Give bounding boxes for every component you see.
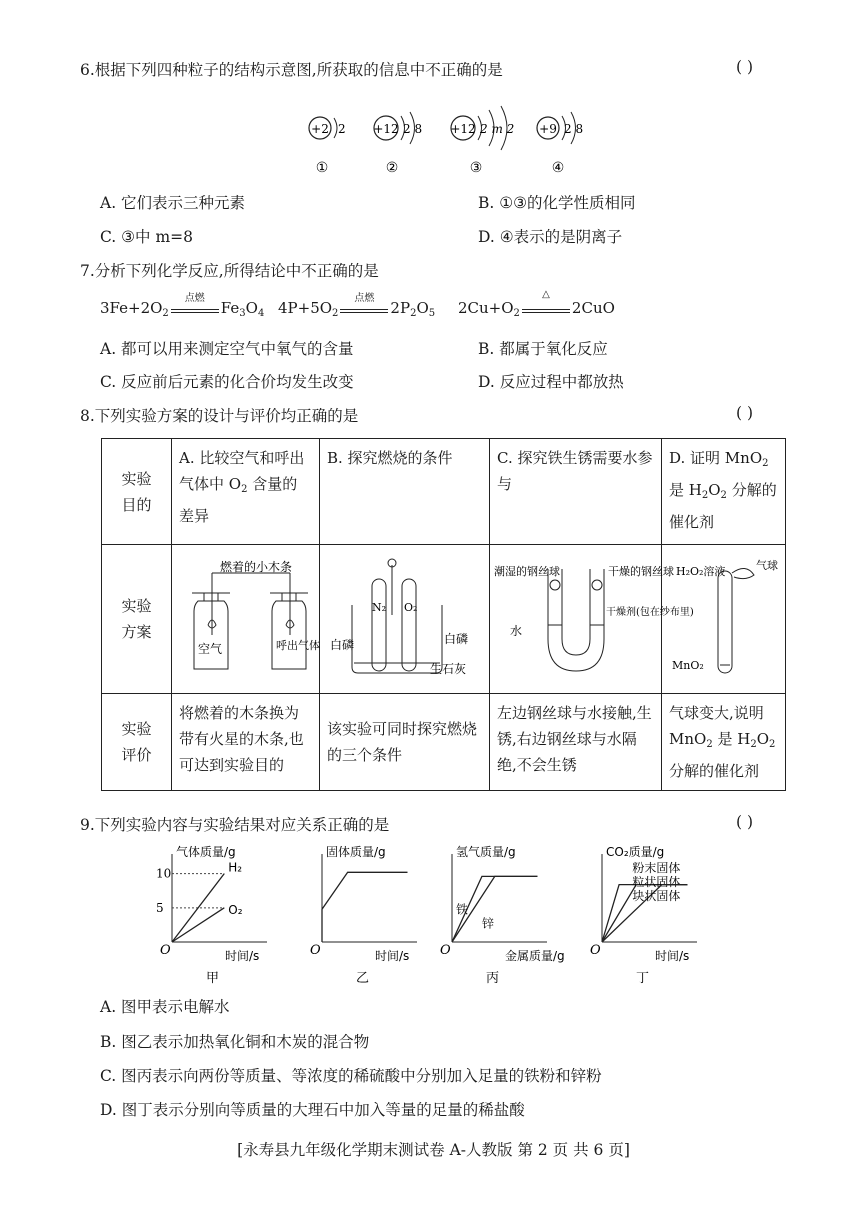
row-head-purpose: 实验目的 <box>102 439 172 545</box>
label-mno2: MnO₂ <box>672 659 704 672</box>
particle-3-label: ③ <box>469 160 483 176</box>
equation-2: $4P+5O_2$ 点燃 $2P_2O_5$ <box>278 299 435 319</box>
scheme-b-diagram <box>320 545 490 685</box>
label-water: 水 <box>510 624 523 638</box>
particle-1-nucleus: +2 <box>311 122 329 136</box>
page-footer: [永寿县九年级化学期末测试卷 A-人教版 第 2 页 共 6 页] <box>237 1141 630 1159</box>
purpose-c: C. 探究铁生锈需要水参与 <box>490 439 662 545</box>
particle-4 <box>537 112 583 176</box>
scheme-a-diagram <box>172 545 320 685</box>
scheme-d-diagram <box>662 545 786 685</box>
evaluation-d: 气球变大,说明 MnO$_2$ 是 $H_2O_2$ 分解的催化剂 <box>662 694 786 791</box>
chart-2-origin: O <box>440 943 451 958</box>
label-quicklime: 生石灰 <box>430 662 467 676</box>
particle-2-label: ② <box>385 160 399 176</box>
particle-2 <box>373 112 422 176</box>
particle-2-nucleus: +12 <box>373 122 399 136</box>
label-wet-wool: 潮湿的钢丝球 <box>494 565 560 578</box>
table-row-evaluation <box>102 694 786 791</box>
chart-3-xlabel: 时间/s <box>655 949 690 963</box>
q9-option-c: C. 图丙表示向两份等质量、等浓度的稀硫酸中分别加入足量的铁粉和锌粉 <box>100 1067 602 1085</box>
chart-0-series-1 <box>172 908 224 942</box>
chart-3-caption: 丁 <box>636 971 650 986</box>
label-dry-wool: 干燥的钢丝球 <box>608 565 674 578</box>
chart-3-series-label-2: 块状固体 <box>632 889 681 903</box>
purpose-b: B. 探究燃烧的条件 <box>320 439 490 545</box>
chart-0-series-label-1: O₂ <box>228 902 243 917</box>
label-breath: 呼出气体 <box>276 639 320 652</box>
chart-3-ylabel: CO₂质量/g <box>606 845 665 859</box>
experiment-table <box>101 438 786 791</box>
particle-3-shells: 2 m 2 <box>480 122 515 136</box>
question-7-stem: 7.分析下列化学反应,所得结论中不正确的是 <box>80 262 379 280</box>
particle-4-label: ④ <box>551 160 565 176</box>
equation-3-condition: △ <box>542 289 550 300</box>
chart-2-series-label-1: 锌 <box>482 916 495 931</box>
equation-2-condition: 点燃 <box>354 293 375 304</box>
answer-paren-9[interactable]: ( ) <box>736 813 754 831</box>
label-balloon: 气球 <box>756 559 778 572</box>
label-h2o2: H₂O₂溶液 <box>676 565 726 578</box>
scheme-a <box>172 545 320 694</box>
equation-3: $2Cu+O_2$ △ 2CuO <box>458 289 615 319</box>
particle-4-nucleus: +9 <box>539 122 557 136</box>
label-white-p-1: 白磷 <box>330 638 355 652</box>
q9-option-a: A. 图甲表示电解水 <box>100 998 230 1016</box>
row-head-scheme: 实验方案 <box>102 545 172 694</box>
chart-2-series-label-0: 铁 <box>456 902 469 917</box>
scheme-d <box>662 545 786 694</box>
chart-3-series-label-0: 粉末固体 <box>632 861 681 875</box>
q9-option-d: D. 图丁表示分别向等质量的大理石中加入等量的足量的稀盐酸 <box>100 1101 525 1119</box>
q9-option-b: B. 图乙表示加热氧化铜和木炭的混合物 <box>100 1033 370 1051</box>
q7-option-a: A. 都可以用来测定空气中氧气的含量 <box>100 340 354 358</box>
q6-option-a: A. 它们表示三种元素 <box>100 194 246 212</box>
chart-2-xlabel: 金属质量/g <box>505 949 565 963</box>
particle-1 <box>309 117 346 176</box>
label-white-p-2: 白磷 <box>444 632 469 646</box>
q9-charts <box>150 842 710 986</box>
particle-1-shells: 2 <box>338 122 346 136</box>
chart-2-ylabel: 氢气质量/g <box>456 845 516 859</box>
equation-1: $3Fe+2O_2$ 点燃 $Fe_3O_4$ <box>100 299 264 319</box>
q7-option-b: B. 都属于氧化反应 <box>478 340 608 358</box>
q6-option-d: D. ④表示的是阴离子 <box>478 228 623 246</box>
chart-0-series-label-0: H₂ <box>228 860 243 875</box>
q7-option-c: C. 反应前后元素的化合价均发生改变 <box>100 373 354 391</box>
label-burning-stick: 燃着的小木条 <box>220 560 293 574</box>
chart-1-origin: O <box>310 943 321 958</box>
chart-0-origin: O <box>160 943 171 958</box>
chart-0-caption: 甲 <box>206 971 220 986</box>
particle-4-shells: 2 8 <box>564 122 584 136</box>
evaluation-b: 该实验可同时探究燃烧的三个条件 <box>320 694 490 791</box>
chart-1-series-0 <box>322 872 408 942</box>
q7-option-d: D. 反应过程中都放热 <box>478 373 624 391</box>
particle-2-shells: 2 8 <box>403 122 423 136</box>
table-row-purpose <box>102 439 786 545</box>
evaluation-a: 将燃着的木条换为带有火星的木条,也可达到实验目的 <box>172 694 320 791</box>
answer-paren-6[interactable]: ( ) <box>736 58 754 76</box>
answer-paren-8[interactable]: ( ) <box>736 404 754 422</box>
question-6-stem: 6.根据下列四种粒子的结构示意图,所获取的信息中不正确的是 <box>80 61 503 79</box>
purpose-a: A. 比较空气和呼出气体中 $O_2$ 含量的差异 <box>172 439 320 545</box>
particle-3 <box>450 106 514 176</box>
q6-option-c: C. ③中 m=8 <box>100 228 194 246</box>
question-8-stem: 8.下列实验方案的设计与评价均正确的是 <box>80 407 359 425</box>
chart-1-caption: 乙 <box>356 971 370 986</box>
chart-3-origin: O <box>590 943 601 958</box>
label-air: 空气 <box>198 642 223 656</box>
chart-0-xlabel: 时间/s <box>225 949 260 963</box>
particle-diagrams <box>300 108 600 180</box>
table-row-scheme <box>102 545 786 694</box>
chart-3-series-label-1: 粒状固体 <box>632 875 681 889</box>
particle-3-nucleus: +12 <box>450 122 476 136</box>
chart-0-ytick-0: 5 <box>156 900 164 915</box>
label-o2: O₂ <box>404 601 418 614</box>
purpose-d: D. 证明 MnO$_2$ 是 $H_2O_2$ 分解的催化剂 <box>662 439 786 545</box>
chart-0-ytick-1: 10 <box>156 866 172 881</box>
row-head-evaluation: 实验评价 <box>102 694 172 791</box>
scheme-b <box>320 545 490 694</box>
chart-2-caption: 丙 <box>486 971 500 986</box>
equation-1-condition: 点燃 <box>184 293 205 304</box>
label-n2: N₂ <box>372 601 387 614</box>
chart-0-ylabel: 气体质量/g <box>176 845 236 859</box>
chart-1-xlabel: 时间/s <box>375 949 410 963</box>
particle-1-label: ① <box>315 160 329 176</box>
evaluation-c: 左边钢丝球与水接触,生锈,右边钢丝球与水隔绝,不会生锈 <box>490 694 662 791</box>
chart-1-ylabel: 固体质量/g <box>326 845 386 859</box>
question-9-stem: 9.下列实验内容与实验结果对应关系正确的是 <box>80 816 390 834</box>
q6-option-b: B. ①③的化学性质相同 <box>478 194 636 212</box>
label-desiccant: 干燥剂(包在纱布里) <box>606 607 694 618</box>
